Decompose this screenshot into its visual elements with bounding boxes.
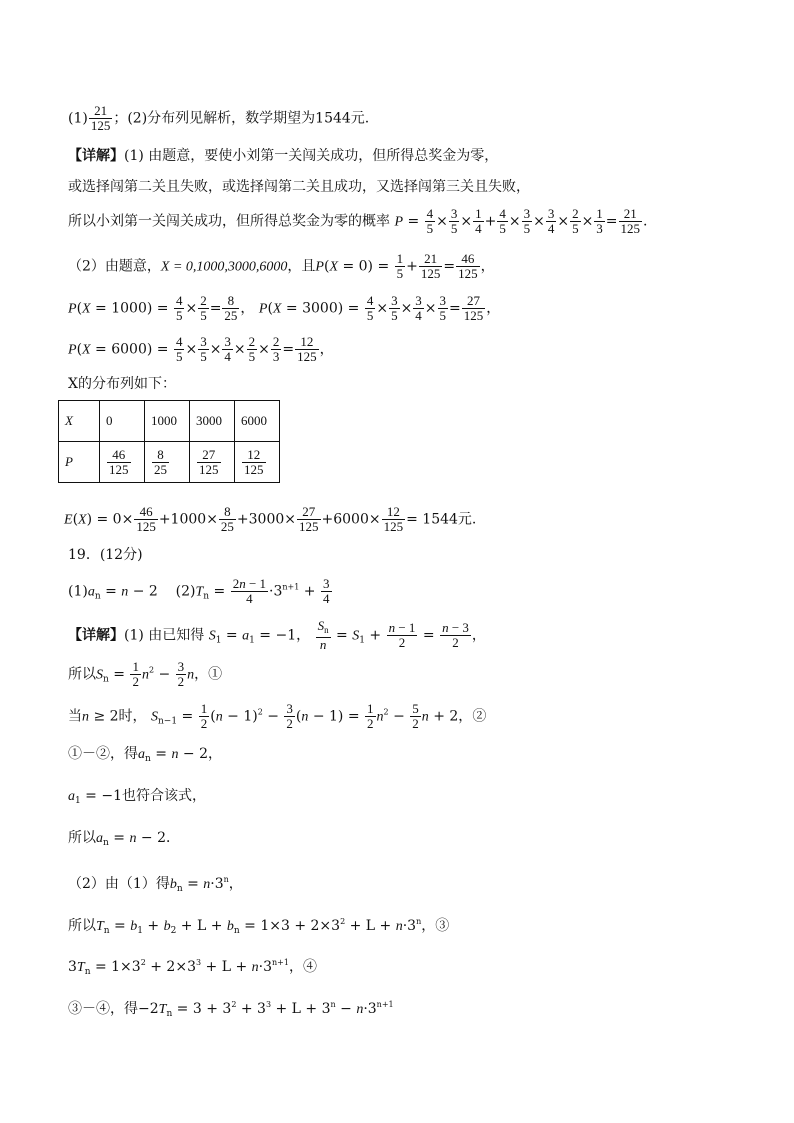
q19-subtract-line: ①－②，得$a_n = n - 2$， [68,746,222,764]
q18-part2-line: （2）由题意，X = 0,1000,3000,6000，且P(X = 0) = $\frac{1}{5}$ + $\frac{21}{125}$ = $\frac{46}{125}$ ， [68,251,495,281]
q19-heading: 19．(12分) [68,547,143,563]
q18-p6000-line: P(X = 6000) = $\frac{4}{5}$ × $\frac{3}{5}$ × $\frac{3}{4}$ × $\frac{2}{5}$ × $\frac{2}{3}$ = $\frac{12}{125}$ ， [68,334,334,364]
q18-detail-line1: 【详解】(1) 由题意，要使小刘第一关闯关成功，但所得总奖金为零， [68,148,499,164]
q19-detail-line1: 【详解】(1) 由已知得 $S_1 = a_1 = -1$， $\frac{S_n}{n}$ = $S_1$ + $\frac{n - 1}{2}$ = $\frac{n - 3}{2}$ ， [68,618,486,652]
q19-sn1-line: 当n ≥ 2时， $S_{n-1}$ = $\frac{1}{2}$ $(n - 1)^2$ − $\frac{3}{2}$ (n − 1) = $\frac{1}{2}$ $n^2$ − $\frac{5}{2}$ n + 2，② [68,701,487,731]
q18-detail-line2: 或选择闯第二关且失败，或选择闯第二关且成功，又选择闯第三关且失败， [68,179,530,195]
q18-expectation-line: E(X) = 0× $\frac{46}{125}$ +1000× $\frac{8}{25}$ +3000× $\frac{27}{125}$ +6000× $\frac{12}{125}$ = 1544元. [64,504,477,534]
q19-answer-line: $(1)a_n = n - 2$ $(2)T_n$ = $\frac{2n - 1}{4}$ $\cdot 3^{n+1}$ + $\frac{3}{4}$ [68,576,330,606]
q18-table-intro: X的分布列如下： [68,376,176,392]
q19-part2-line: （2）由（1）得$b_n = n\cdot 3^n$， [68,875,243,894]
q18-detail-line3: 所以小刘第一关闯关成功，但所得总奖金为零的概率 P = $\frac{4}{5}$ × $\frac{3}{5}$ × $\frac{1}{4}$ + $\frac{4}{5}$ × $\frac{3}{5}$ × $\frac{3}{4}$ × $\frac{2}{5}$ × $\frac{1}{3}$ = $\frac{21}{125}$ . [68,206,648,236]
q18-answer-line: (1) $\frac{21}{125}$ ；(2)分布列见解析，数学期望为1544元. [68,103,370,133]
q19-3tn-line: $3T_n = 1\times 3^2 + 2\times 3^3 + L + n\cdot 3^{n+1}$，④ [68,958,317,977]
table-row: P $\frac{46}{125}$ $\frac{8}{25}$ $\frac{27}{125}$ $\frac{12}{125}$ [59,442,280,483]
q19-a1-line: $a_1 = -1$也符合该式， [68,788,207,806]
q19-tn-line: 所以$T_n = b_1 + b_2 + L + b_n = 1\times 3 + 2\times 3^2 + L + n\cdot 3^n$，③ [68,917,450,936]
q18-p1000-line: P(X = 1000) = $\frac{4}{5}$ × $\frac{2}{5}$ = $\frac{8}{25}$ ， P(X = 3000) = $\frac{4}{5}$ × $\frac{3}{5}$ × $\frac{3}{4}$ × $\frac{3}{5}$ = $\frac{27}{125}$ ， [68,293,501,323]
fraction: $\frac{21}{125}$ [90,103,111,133]
q19-sn-line: 所以$S_n$ = $\frac{1}{2}$ $n^2$ − $\frac{3}{2}$ n，① [68,659,223,689]
q19-so-line: 所以$a_n = n - 2$． [68,830,180,848]
table-row: X 0 1000 3000 6000 [59,401,280,442]
q19-diff-line: ③－④，得$-2T_n = 3 + 3^2 + 3^3 + L + 3^n - n\cdot 3^{n+1}$ [68,1000,394,1019]
distribution-table [58,400,280,483]
